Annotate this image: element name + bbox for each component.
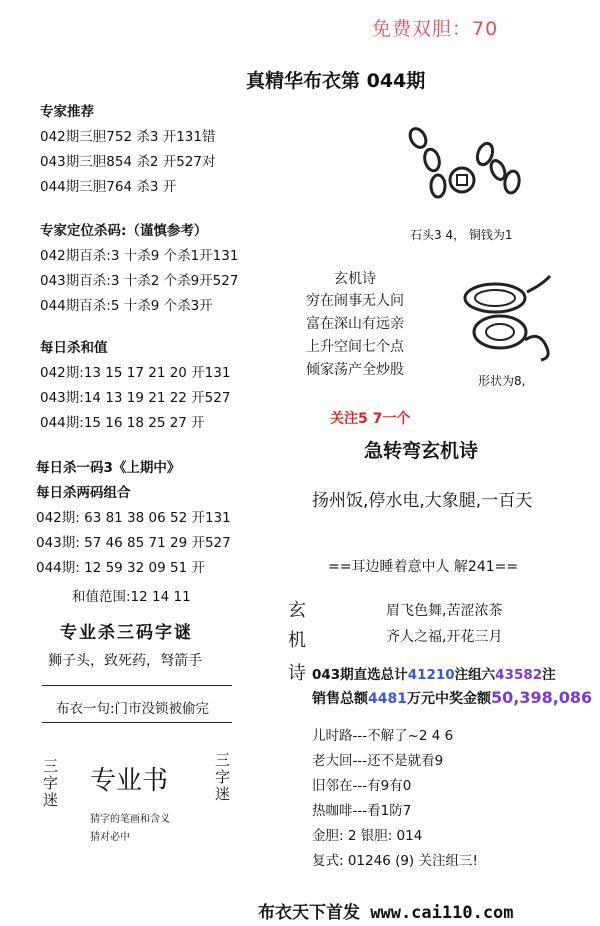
- riddle3-text: 狮子头，致死药，弩箭手: [48, 653, 202, 669]
- shape-eight-picture: [455, 270, 565, 365]
- daily-kill-line: 044期: 12 59 32 09 51 开: [36, 560, 205, 576]
- sales-line-2: [312, 688, 592, 708]
- sales-number: 41210: [407, 667, 455, 683]
- sum-kill-line: 042期:13 15 17 21 20 开131: [40, 365, 231, 381]
- poem-line: 倾家荡产全炒股: [306, 362, 404, 378]
- sum-kill-section: [40, 336, 230, 436]
- focus-line: 关注5 7一个: [330, 411, 411, 427]
- divider: [42, 685, 232, 686]
- xuanji-chars: [288, 596, 306, 656]
- position-kill-title: 专家定位杀码:（谨慎参考）: [40, 223, 208, 239]
- hints-section: [312, 724, 478, 874]
- footer-text: 布衣天下首发 www.cai110.com: [258, 903, 514, 923]
- stone-icon: [422, 148, 441, 173]
- sales-label: 注组六: [454, 667, 496, 683]
- sales-line-1: [312, 663, 556, 683]
- poem-line: 上升空间七个点: [306, 339, 404, 355]
- sales-number: 50,398,086: [490, 688, 593, 707]
- position-kill-line: 043期百杀:3 十杀2 个杀9开527: [40, 273, 239, 289]
- daily-kill-title: 每日杀一码3《上期中》: [36, 460, 181, 476]
- coin-icon: [450, 168, 474, 192]
- book-line-2: 猜对必中: [90, 832, 130, 843]
- sales-number: 43582: [495, 667, 543, 683]
- daily-kill-line: 043期: 57 46 85 71 29 开527: [36, 535, 231, 551]
- poem-lines: [306, 290, 404, 382]
- hint-line: 热咖啡---看1防7: [312, 803, 412, 819]
- ear-line: ==耳边睡着意中人 解241==: [328, 559, 519, 575]
- sum-kill-line: 043期:14 13 19 21 22 开527: [40, 390, 231, 406]
- sales-label: 销售总额: [312, 691, 368, 707]
- right-vertical-text: 三字迷: [213, 752, 231, 803]
- poem-line: 穷在闹事无人问: [306, 293, 404, 309]
- sales-label: 注: [542, 667, 556, 683]
- expert-line: 042期三胆752 杀3 开131错: [40, 129, 216, 145]
- sales-label: 万元中奖金额: [406, 691, 491, 707]
- position-kill-section: [40, 219, 238, 319]
- poem-line: 富在深山有远亲: [306, 316, 404, 332]
- left-vertical-text: 三字迷: [41, 758, 59, 809]
- stone-icon: [407, 126, 429, 150]
- divider: [42, 722, 232, 723]
- hint-line: 旧邻在---有9有0: [312, 778, 412, 794]
- daily-kill-section: [36, 456, 231, 581]
- daily-kill-pair-title: 每日杀两码组合: [36, 485, 131, 501]
- xuanji-char: 机: [288, 630, 306, 651]
- xuanji-line-2: 齐人之福,开花三月: [386, 629, 503, 645]
- picture2-caption: 形状为8,: [478, 374, 526, 388]
- sales-number: 4481: [368, 691, 407, 707]
- sharp-turn-text: 扬州饭,停水电,大象腿,一百天: [312, 491, 533, 511]
- book-line-1: 猜字的笔画和含义: [90, 814, 170, 825]
- sales-label: 043期直选总计: [312, 667, 408, 683]
- sharp-turn-title: 急转弯玄机诗: [364, 440, 479, 462]
- hint-line: 儿时路---不解了~2 4 6: [312, 728, 454, 744]
- expert-title: 专家推荐: [40, 104, 94, 120]
- expert-section: [40, 100, 215, 200]
- sum-kill-line: 044期:15 16 18 25 27 开: [40, 415, 205, 431]
- position-kill-line: 042期百杀:3 十杀9 个杀1开131: [40, 248, 239, 264]
- daily-kill-line: 042期: 63 81 38 06 52 开131: [36, 510, 231, 526]
- stone-icon: [431, 175, 445, 197]
- xuanji-char: 诗: [288, 663, 306, 684]
- sum-kill-title: 每日杀和值: [40, 340, 108, 356]
- hint-line: 老大回---还不是就看9: [312, 753, 444, 769]
- stones-coin-picture: [400, 108, 530, 208]
- buyi-line: 布衣一句:门市没锁被偷完: [56, 701, 210, 717]
- picture1-caption: 石头3 4， 铜钱为1: [410, 228, 513, 242]
- position-kill-line: 044期百杀:5 十杀9 个杀3开: [40, 298, 213, 314]
- expert-line: 044期三胆764 杀3 开: [40, 179, 177, 195]
- free-double-pick: 免费双胆：70: [372, 18, 499, 40]
- expert-line: 043期三胆854 杀2 开527对: [40, 154, 216, 170]
- hint-line: 金胆: 2 银胆: 014: [312, 828, 423, 844]
- sum-range: 和值范围:12 14 11: [72, 589, 191, 605]
- hint-line: 复式: 01246 (9) 关注组三!: [312, 853, 478, 869]
- book-title: 专业书: [90, 766, 169, 796]
- xuanji-line-1: 眉飞色舞,苦涩浓茶: [386, 603, 503, 619]
- riddle3-title: 专业杀三码字谜: [60, 623, 193, 643]
- page-title: 真精华布衣第 044期: [246, 70, 426, 92]
- poem-title: 玄机诗: [334, 271, 376, 287]
- xuanji-char: 玄: [288, 600, 306, 621]
